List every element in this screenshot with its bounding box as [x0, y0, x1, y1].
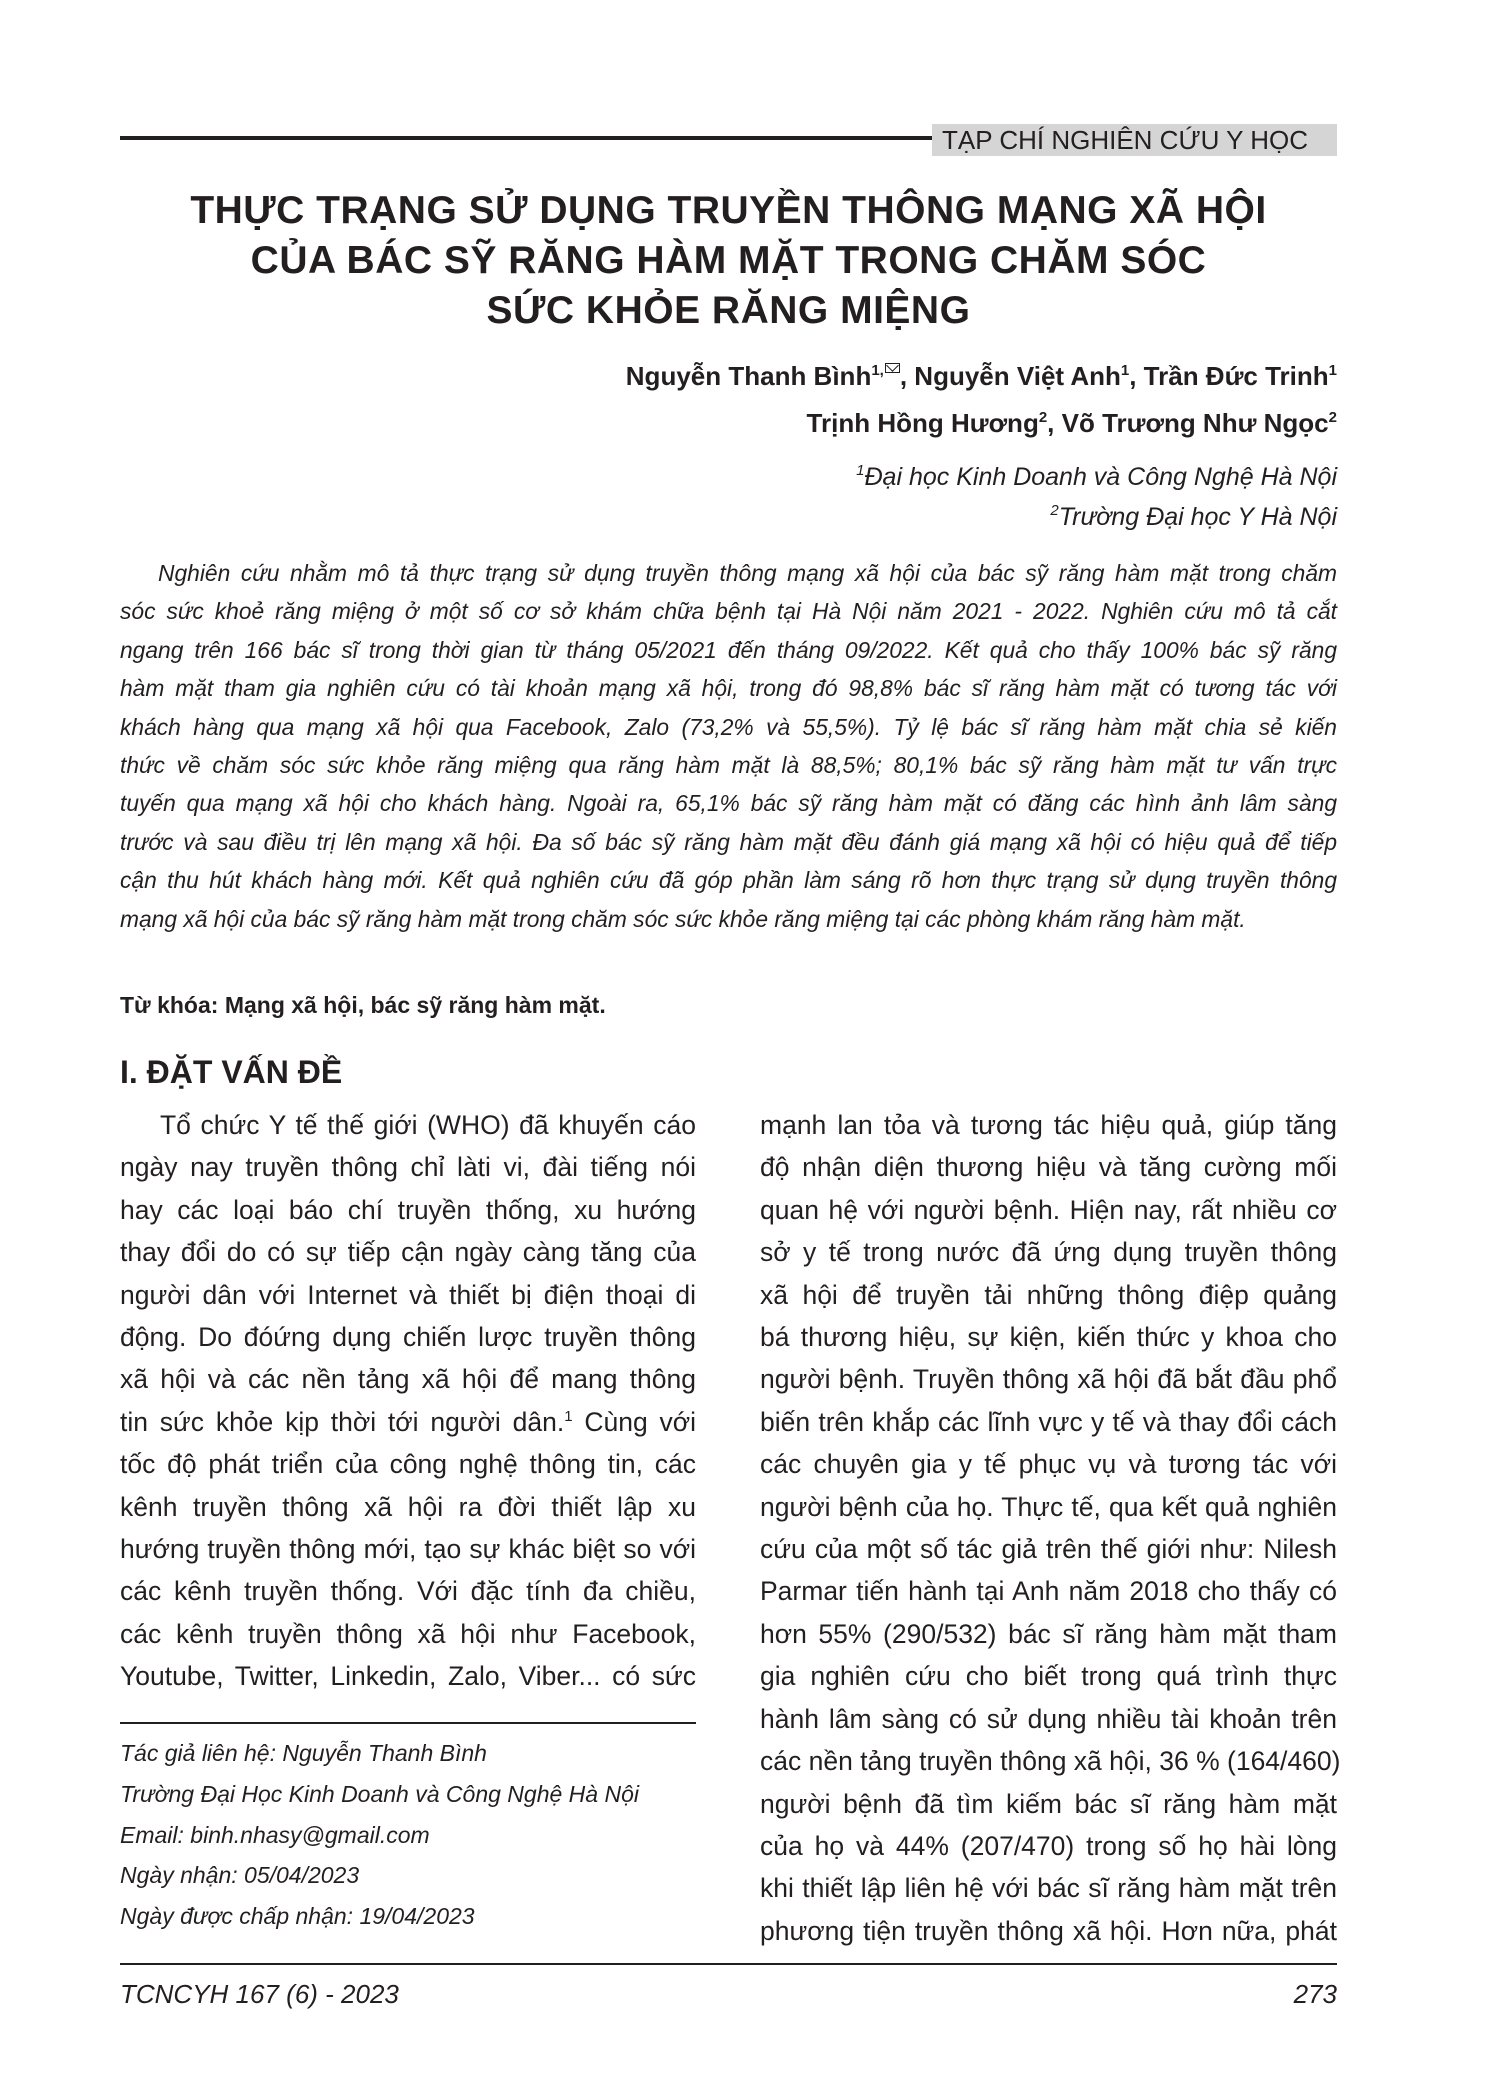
title-line: SỨC KHỎE RĂNG MIỆNG	[486, 289, 971, 332]
body-line: bá thương hiệu, sự kiện, kiến thức y khoa cho	[760, 1322, 1337, 1353]
body-line: gia nghiên cứu cho biết trong quá trình thực	[760, 1661, 1337, 1692]
body-line: quan hệ với người bệnh. Hiện nay, rất nhiều cơ	[760, 1194, 1337, 1225]
footnote-line: Email: binh.nhasy@gmail.com	[120, 1821, 430, 1848]
body-line: hay các loại báo chí truyền thống, xu hướng	[120, 1194, 696, 1225]
body-line: phương tiện truyền thông xã hội. Hơn nữa, phát	[760, 1915, 1337, 1946]
author-name: Võ Trương Như Ngọc	[1061, 408, 1329, 438]
body-line: động. Do đóứng dụng chiến lược truyền thông	[120, 1322, 696, 1353]
author-name: Trịnh Hồng Hương	[806, 408, 1039, 438]
body-line: các chuyên gia y tế phục vụ và tương tác với	[760, 1449, 1337, 1480]
abstract-line: tuyến qua mạng xã hội cho khách hàng. Ngoài ra, 65,1% bác sỹ răng hàm mặt có đăng các hình ảnh lâm sàng	[120, 790, 1337, 817]
section-heading: I. ĐẶT VẤN ĐỀ	[120, 1054, 343, 1090]
body-line: cứu của một số tác giả trên thế giới như: Nilesh	[760, 1534, 1337, 1565]
affiliation: $^2$Trường Đại học Y Hà Nội	[1050, 502, 1337, 531]
abstract-line: trước và sau điều trị lên mạng xã hội. Đa số bác sỹ răng hàm mặt đều đánh giá mạng xã hội có hiệu quả để tiếp	[120, 828, 1337, 855]
body-line: người bệnh đã tìm kiếm bác sĩ răng hàm mặt	[760, 1788, 1337, 1819]
author-sup: 1,	[871, 362, 884, 379]
body-line: khi thiết lập liên hệ với bác sĩ răng hàm mặt trên	[760, 1873, 1337, 1904]
correspondence-footnote	[120, 1733, 639, 1937]
body-line: Parmar tiến hành tại Anh năm 2018 cho thấy có	[760, 1576, 1337, 1607]
body-line: tin sức khỏe kịp thời tới người dân.$^1$ Cùng với	[120, 1406, 696, 1437]
abstract-line: cận thu hút khách hàng mới. Kết quả nghiên cứu đã góp phần làm sáng rõ hơn thực trạng sử dụng truyền thông	[120, 867, 1337, 894]
mail-icon	[885, 363, 900, 373]
journal-citation: TCNCYH 167 (6) - 2023	[120, 1979, 399, 2009]
abstract-line: Nghiên cứu nhằm mô tả thực trạng sử dụng truyền thông mạng xã hội của bác sỹ răng hàm mặt trong chăm	[158, 560, 1337, 586]
body-line: độ nhận diện thương hiệu và tăng cường mối	[760, 1152, 1337, 1183]
author-line: Nguyễn Thanh Bình$^{1,}$ , Nguyễn Việt Anh$^1$, Trần Đức Trinh$^1$	[625, 361, 1337, 391]
body-line: các kênh truyền thống. Với đặc tính đa chiều,	[120, 1576, 696, 1607]
footer-rule	[120, 1963, 1337, 1965]
footnote-line: Ngày được chấp nhận: 19/04/2023	[120, 1903, 475, 1930]
body-line: tốc độ phát triển của công nghệ thông tin, các	[120, 1449, 696, 1480]
affiliations	[856, 457, 1337, 537]
author-list	[626, 353, 1337, 447]
body-line: người bệnh. Truyền thông xã hội đã bắt đầu phổ	[760, 1364, 1337, 1395]
body-line: người dân với Internet và thiết bị điện thoại di	[120, 1279, 696, 1310]
author-line: Trịnh Hồng Hương$^2$, Võ Trương Như Ngọc$^2$	[806, 408, 1337, 438]
body-line: xã hội và các nền tảng xã hội để mang thông	[120, 1364, 696, 1395]
body-line: Youtube, Twitter, Linkedin, Zalo, Viber... có sức	[120, 1661, 696, 1692]
footnote-rule	[120, 1722, 696, 1724]
body-line: hành lâm sàng có sử dụng nhiều tài khoản trên	[760, 1703, 1337, 1734]
abstract-line: ngang trên 166 bác sĩ trong thời gian từ tháng 05/2021 đến tháng 09/2022. Kết quả cho thấy 100% bác sỹ răng	[120, 636, 1337, 663]
body-line: mạnh lan tỏa và tương tác hiệu quả, giúp tăng	[760, 1110, 1337, 1140]
author-sup: 1	[1328, 362, 1337, 379]
right-column	[760, 1104, 1341, 1952]
body-line: kênh truyền thông xã hội ra đời thiết lập xu	[120, 1491, 696, 1522]
body-line: xã hội để truyền tải những thông điệp quảng	[760, 1279, 1337, 1310]
body-line: ngày nay truyền thông chỉ làti vi, đài tiếng nói	[120, 1152, 696, 1183]
title-line: CỦA BÁC SỸ RĂNG HÀM MẶT TRONG CHĂM SÓC	[250, 239, 1207, 282]
body-line: các nền tảng truyền thông xã hội, 36 % (164/460)	[760, 1746, 1341, 1777]
abstract-line: thức về chăm sóc sức khỏe răng miệng qua răng hàm mặt là 88,5%; 80,1% bác sỹ răng hàm mặt tư vấn trực	[120, 752, 1337, 779]
body-line: sở y tế trong nước đã ứng dụng truyền thông	[760, 1237, 1337, 1268]
keywords: Từ khóa: Mạng xã hội, bác sỹ răng hàm mặt.	[120, 992, 606, 1018]
body-line: của họ và 44% (207/470) trong số họ hài lòng	[760, 1830, 1337, 1861]
left-column	[120, 1104, 696, 1698]
abstract	[120, 554, 1337, 938]
footnote-line: Tác giả liên hệ: Nguyễn Thanh Bình	[120, 1740, 487, 1766]
author-sup: 1	[1120, 362, 1130, 379]
abstract-line: hàm mặt tham gia nghiên cứu có tài khoản mạng xã hội, trong đó 98,8% bác sĩ răng hàm mặt có tương tác với	[120, 675, 1337, 702]
article-title	[120, 186, 1337, 336]
author-name: Nguyễn Thanh Bình	[625, 361, 872, 391]
body-line: người bệnh của họ. Thực tế, qua kết quả nghiên	[760, 1491, 1337, 1522]
abstract-line: khách hàng qua mạng xã hội qua Facebook, Zalo (73,2% và 55,5%). Tỷ lệ bác sĩ răng hàm mặt chia sẻ kiến	[120, 713, 1337, 740]
affiliation: $^1$Đại học Kinh Doanh và Công Nghệ Hà Nội	[856, 462, 1337, 491]
body-line: Tổ chức Y tế thế giới (WHO) đã khuyến cáo	[160, 1110, 696, 1140]
author-name: Nguyễn Việt Anh	[914, 361, 1121, 391]
citation-sup: 1	[564, 1407, 573, 1425]
author-name: Trần Đức Trinh	[1143, 361, 1329, 391]
abstract-line: mạng xã hội của bác sỹ răng hàm mặt trong chăm sóc sức khỏe răng miệng tại các phòng khám răng hàm mặt.	[120, 905, 1246, 932]
page-number: 273	[1293, 1979, 1337, 2009]
abstract-line: sóc sức khoẻ răng miệng ở một số cơ sở khám chữa bệnh tại Hà Nội năm 2021 - 2022. Nghiên cứu mô tả cắt	[120, 598, 1337, 625]
body-line: các kênh truyền thông xã hội như Facebook,	[120, 1618, 696, 1649]
author-sup: 2	[1328, 409, 1337, 426]
body-line: hơn 55% (290/532) bác sĩ răng hàm mặt tham	[760, 1618, 1337, 1649]
body-line: thay đổi do có sự tiếp cận ngày càng tăng của	[120, 1237, 696, 1268]
body-line: hướng truyền thông mới, tạo sự khác biệt so với	[120, 1534, 696, 1565]
journal-header: TẠP CHÍ NGHIÊN CỨU Y HỌC	[932, 124, 1337, 156]
footnote-line: Trường Đại Học Kinh Doanh và Công Nghệ Hà Nội	[120, 1780, 639, 1807]
author-sup: 2	[1038, 409, 1048, 426]
footnote-line: Ngày nhận: 05/04/2023	[120, 1862, 360, 1889]
header-rule	[120, 136, 932, 140]
title-line: THỰC TRẠNG SỬ DỤNG TRUYỀN THÔNG MẠNG XÃ HỘI	[190, 189, 1267, 232]
body-line: biến trên khắp các lĩnh vực y tế và thay đổi cách	[760, 1406, 1337, 1437]
